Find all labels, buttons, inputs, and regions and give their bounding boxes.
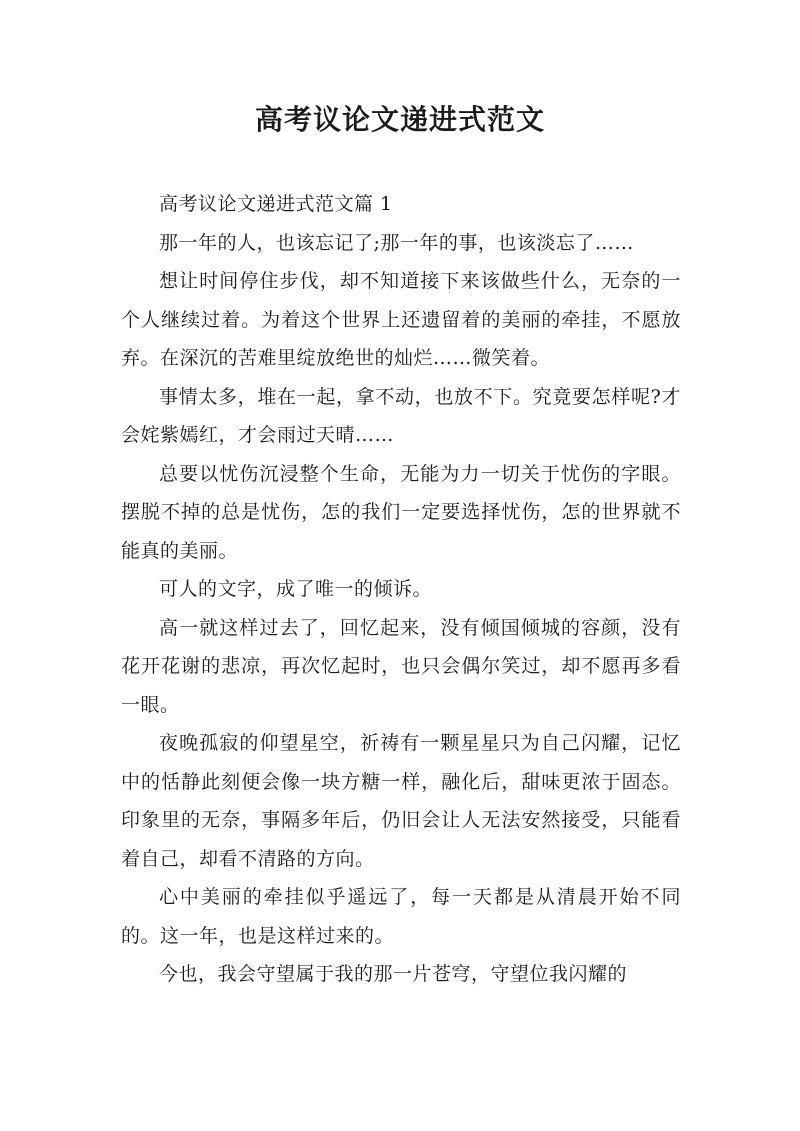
paragraph: 夜晚孤寂的仰望星空，祈祷有一颗星星只为自己闪耀，记忆中的恬静此刻便会像一块方糖一样，融化后，甜味更浓于固态。印象里的无奈，事隔多年后，仍旧会让人无法安然接受，只能看着自己，却看不清路的方向。 [121,732,681,870]
paragraph: 可人的文字，成了唯一的倾诉。 [159,578,433,600]
section-heading: 高考议论文递进式范文篇 1 [159,193,393,215]
paragraph: 想让时间停住步伐，却不知道接下来该做些什么，无奈的一个人继续过着。为着这个世界上还遗留着的美丽的牵挂，不愿放弃。在深沉的苦难里绽放绝世的灿烂……微笑着。 [121,270,681,369]
paragraph: 心中美丽的牵挂似乎遥远了，每一天都是从清晨开始不同的。这一年，也是这样过来的。 [121,886,681,947]
document-title: 高考议论文递进式范文 [254,103,545,136]
paragraph: 事情太多，堆在一起，拿不动，也放不下。究竟要怎样呢?才会姹紫嫣红，才会雨过天晴…… [121,385,681,446]
paragraph: 今也，我会守望属于我的那一片苍穹，守望位我闪耀的 [159,963,628,985]
paragraph: 总要以忧伤沉浸整个生命，无能为力一切关于忧伤的字眼。摆脱不掉的总是忧伤，怎的我们一定要选择忧伤，怎的世界就不能真的美丽。 [121,462,681,562]
document-body [121,185,681,994]
paragraph: 那一年的人，也该忘记了;那一年的事，也该淡忘了…… [159,231,634,254]
paragraph: 高一就这样过去了，回忆起来，没有倾国倾城的容颜，没有花开花谢的悲凉，再次忆起时，也只会偶尔笑过，却不愿再多看一眼。 [121,616,681,716]
